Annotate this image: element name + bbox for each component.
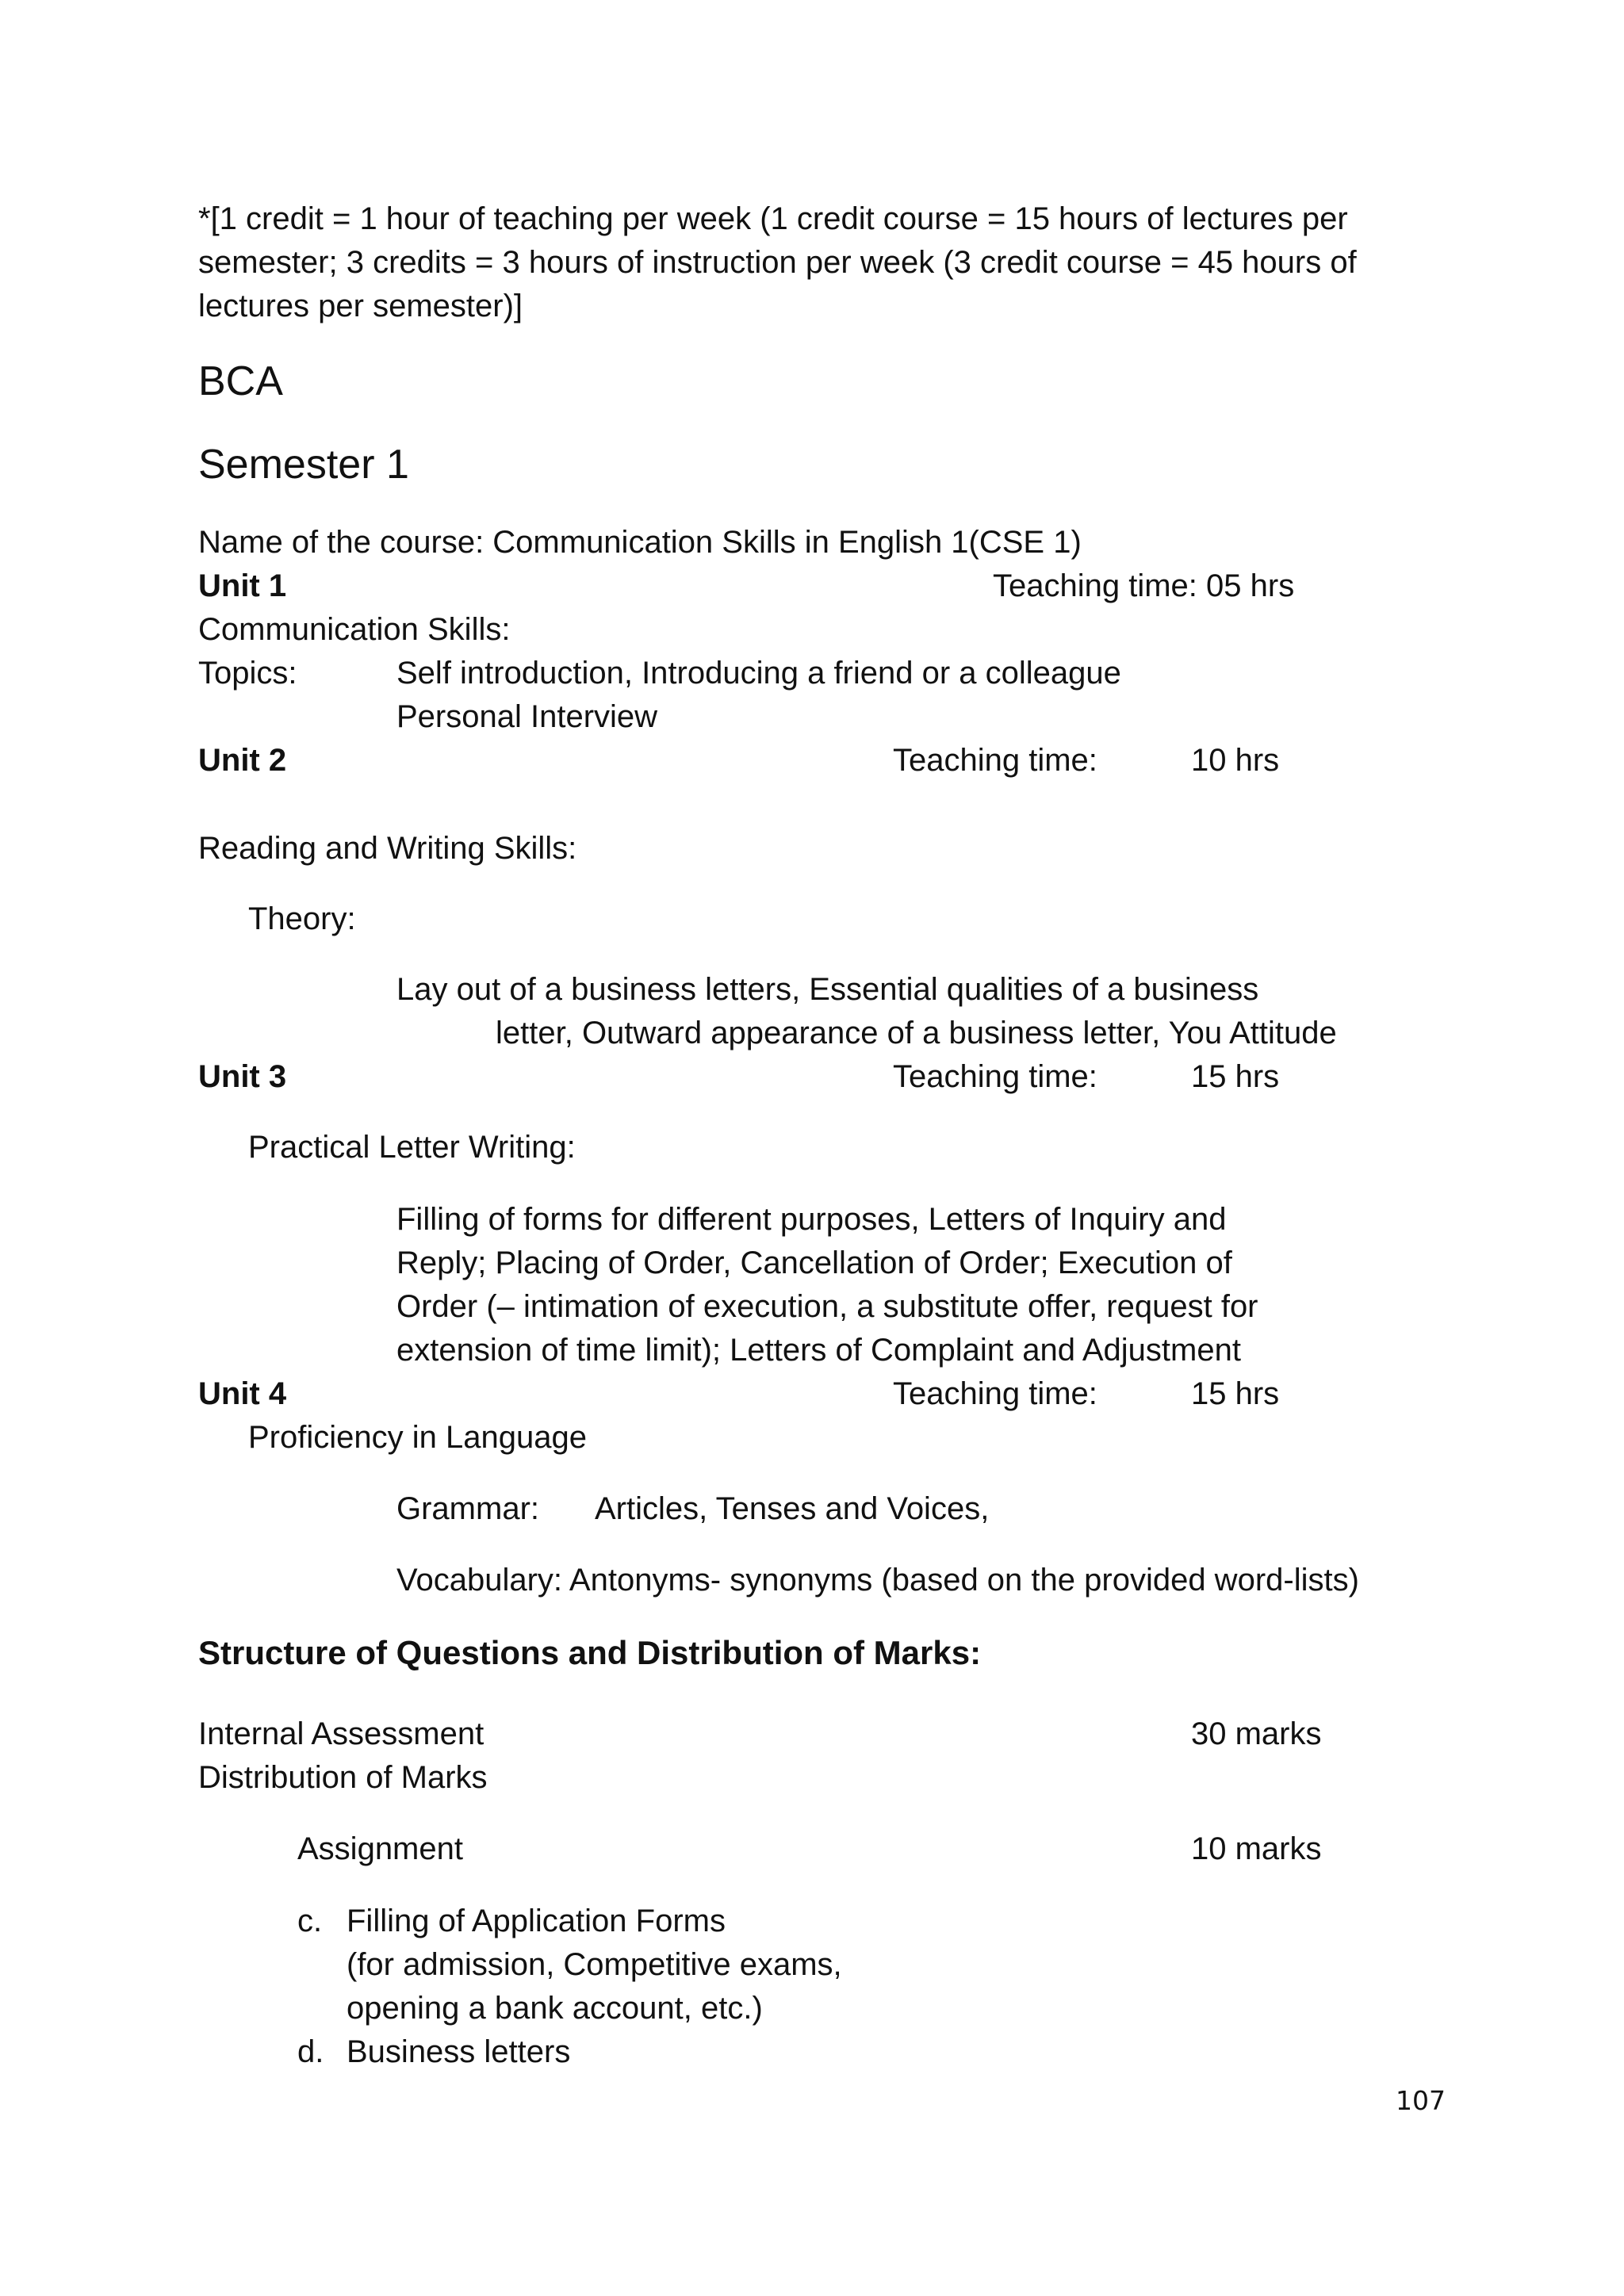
credit-note-line-1: *[1 credit = 1 hour of teaching per week (1 credit course = 15 hours of lectures per [198,201,1348,236]
internal-assessment-label: Internal Assessment [198,1716,485,1751]
course-name: Name of the course: Communication Skills in English 1(CSE 1) [198,525,1082,560]
unit-3-teaching-time-value: 15 hrs [1191,1059,1280,1094]
unit-4-vocabulary: Vocabulary: Antonyms- synonyms (based on the provided word-lists) [396,1563,1359,1598]
credit-note-line-3: lectures per semester)] [198,289,523,323]
unit-2-line-2: letter, Outward appearance of a business letter, You Attitude [496,1016,1337,1050]
unit-1-label: Unit 1 [198,568,287,603]
unit-3-line-3: Order (– intimation of execution, a substitute offer, request for [396,1289,1258,1324]
unit-4-heading: Proficiency in Language [248,1420,587,1455]
unit-3-teaching-time-label: Teaching time: [893,1059,1097,1094]
list-item-line: Business letters [347,2034,571,2069]
unit-1-topic-2: Personal Interview [396,699,658,734]
unit-2-line-1: Lay out of a business letters, Essential qualities of a business [396,972,1259,1007]
semester-heading: Semester 1 [198,442,409,488]
unit-4-grammar-value: Articles, Tenses and Voices, [595,1491,990,1526]
unit-3-line-1: Filling of forms for different purposes, Letters of Inquiry and [396,1202,1227,1237]
assignment-marks: 10 marks [1191,1831,1322,1866]
structure-heading: Structure of Questions and Distribution of Marks: [198,1634,982,1671]
unit-3-label: Unit 3 [198,1059,287,1094]
unit-4-label: Unit 4 [198,1376,287,1411]
unit-1-topic-1: Self introduction, Introducing a friend or a colleague [396,656,1121,691]
unit-3-line-4: extension of time limit); Letters of Complaint and Adjustment [396,1333,1241,1368]
page-number: 107 [1396,2085,1446,2116]
unit-3-heading: Practical Letter Writing: [248,1130,576,1165]
assignment-label: Assignment [297,1831,463,1866]
unit-1-teaching-time: Teaching time: 05 hrs [993,568,1295,603]
unit-2-teaching-time-value: 10 hrs [1191,743,1280,778]
unit-4-teaching-time-value: 15 hrs [1191,1376,1280,1411]
credit-note-line-2: semester; 3 credits = 3 hours of instruction per week (3 credit course = 45 hours of [198,245,1357,280]
list-item-line: Filling of Application Forms [347,1904,726,1938]
unit-2-label: Unit 2 [198,743,287,778]
list-item-marker: d. [297,2034,324,2069]
unit-4-teaching-time-label: Teaching time: [893,1376,1097,1411]
list-item-line: opening a bank account, etc.) [347,1991,763,2026]
unit-2-theory-label: Theory: [248,901,356,936]
unit-2-teaching-time-label: Teaching time: [893,743,1097,778]
unit-2-heading: Reading and Writing Skills: [198,831,577,866]
distribution-of-marks-label: Distribution of Marks [198,1760,488,1795]
internal-assessment-marks: 30 marks [1191,1716,1322,1751]
list-item-line: (for admission, Competitive exams, [347,1947,842,1982]
unit-1-topics-label: Topics: [198,656,297,691]
list-item-marker: c. [297,1904,323,1938]
unit-3-line-2: Reply; Placing of Order, Cancellation of Order; Execution of [396,1246,1232,1280]
unit-4-grammar-label: Grammar: [396,1491,539,1526]
unit-1-heading: Communication Skills: [198,612,511,647]
program-heading: BCA [198,358,283,404]
